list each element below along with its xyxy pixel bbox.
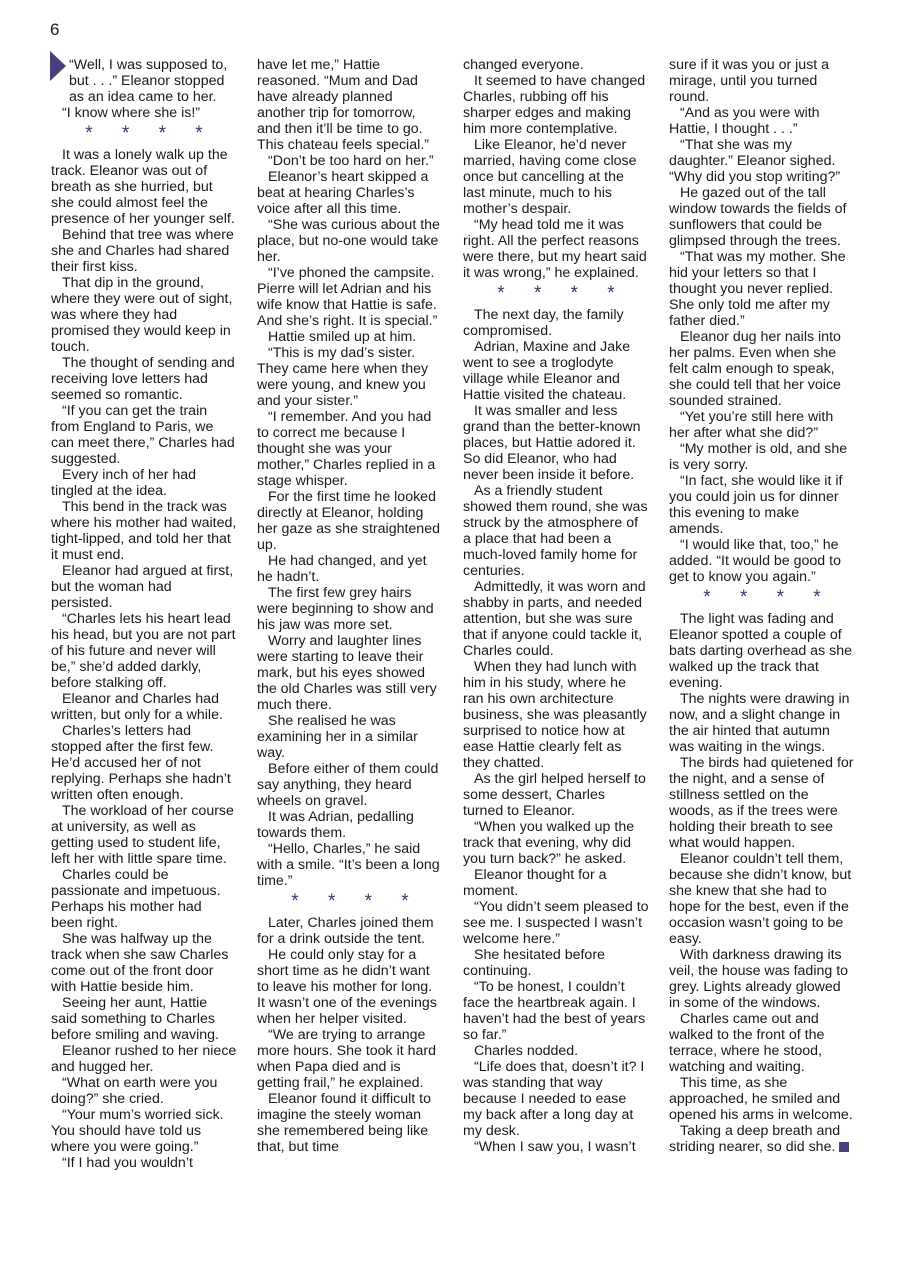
paragraph: Eleanor couldn’t tell them, because she didn’t know, but she knew that she had to hope for the best, even if the occasion wasn’t going to be easy. [669,851,852,947]
paragraph: He gazed out of the tall window towards the fields of sunflowers that could be glimpsed through the trees. [669,185,847,249]
paragraph: When they had lunch with him in his study, where he ran his own architecture business, she was pleasantly surprised to notice how at ease Hattie clearly felt as they chatted. [463,659,647,771]
paragraph: The birds had quietened for the night, and a sense of stillness settled on the woods, as if the trees were holding their breath to see what would happen. [669,755,854,851]
paragraph: Later, Charles joined them for a drink outside the tent. [257,915,434,947]
paragraph: “Charles lets his heart lead his head, but you are not part of his future and never will be,” she’d added darkly, before stalking off. [51,611,236,691]
paragraph: “I know where she is!” [62,105,200,121]
paragraph: “You didn’t seem pleased to see me. I suspected I wasn’t welcome here.” [463,899,649,947]
end-of-story-square-icon [839,1142,849,1152]
paragraph: “This is my dad’s sister. They came here when they were young, and knew you and your sister.” [257,345,429,409]
paragraph: “What on earth were you doing?” she cried. [51,1075,218,1107]
paragraph: She hesitated before continuing. [463,947,605,979]
paragraph: “Well, I was supposed to, but . . .” Eleanor stopped as an idea came to her. [69,57,228,105]
paragraph: She was halfway up the track when she saw Charles come out of the front door with Hattie beside him. [51,931,229,995]
paragraph: As the girl helped herself to some dessert, Charles turned to Eleanor. [463,771,646,819]
text-column-3 [463,57,649,1155]
paragraph: Eleanor found it difficult to imagine the steely woman she remembered being like that, but time [257,1091,431,1155]
paragraph: As a friendly student showed them round, she was struck by the atmosphere of a place that had been a much-loved family home for centuries. [463,483,648,579]
paragraph: Charles could be passionate and impetuous. Perhaps his mother had been right. [51,867,221,931]
paragraph: “And as you were with Hattie, I thought . . .” [669,105,820,137]
paragraph: “Hello, Charles,” he said with a smile. “It’s been a long time.” [257,841,440,889]
paragraph: “I remember. And you had to correct me because I thought she was your mother,” Charles replied in a stage whisper. [257,409,436,489]
paragraph: She realised he was examining her in a similar way. [257,713,418,761]
paragraph: Charles’s letters had stopped after the first few. He’d accused her of not replying. Perhaps she hadn’t written often enough. [51,723,231,803]
paragraph: He could only stay for a short time as he didn’t want to leave his mother for long. It wasn’t one of the evenings when her helper visited. [257,947,437,1027]
page-number: 6 [50,20,60,39]
paragraph: Eleanor rushed to her niece and hugged her. [51,1043,237,1075]
paragraph: “Don’t be too hard on her.” [268,153,434,169]
paragraph: The first few grey hairs were beginning to show and his jaw was more set. [257,585,434,633]
paragraph: Charles nodded. [474,1043,579,1059]
text-column-4 [669,57,855,1155]
paragraph: “To be honest, I couldn’t face the heartbreak again. I haven’t had the best of years so far.” [463,979,646,1043]
section-separator: * * * * [291,891,421,912]
paragraph: Admittedly, it was worn and shabby in parts, and needed attention, but she was sure that if anyone could tackle it, Charles could. [463,579,646,659]
paragraph: Seeing her aunt, Hattie said something to Charles before smiling and waving. [51,995,219,1043]
paragraph: have let me,” Hattie reasoned. “Mum and Dad have already planned another trip for tomorrow, and then it’ll be time to go. This chateau feels special.” [257,57,429,153]
paragraph: For the first time he looked directly at Eleanor, holding her gaze as she straightened up. [257,489,440,553]
section-separator: * * * * [497,283,627,304]
paragraph: Eleanor had argued at first, but the woman had persisted. [51,563,234,611]
paragraph: Eleanor and Charles had written, but only for a while. [51,691,223,723]
paragraph: “Life does that, doesn’t it? I was standing that way because I needed to ease my back after a long day at my desk. [463,1059,645,1139]
paragraph: “Your mum’s worried sick. You should have told us where you were going.” [51,1107,224,1155]
paragraph: It seemed to have changed Charles, rubbing off his sharper edges and making him more contemplative. [463,73,646,137]
paragraph: Charles came out and walked to the front of the terrace, where he stood, watching and waiting. [669,1011,825,1075]
paragraph: “That she was my daughter.” Eleanor sighed. “Why did you stop writing?” [669,137,841,185]
paragraph: sure if it was you or just a mirage, until you turned round. [669,57,830,105]
paragraph: It was Adrian, pedalling towards them. [257,809,414,841]
paragraph: The nights were drawing in now, and a slight change in the air hinted that autumn was waiting in the wings. [669,691,850,755]
paragraph: Eleanor dug her nails into her palms. Even when she felt calm enough to speak, she could tell that her voice sounded strained. [669,329,841,409]
text-column-1 [51,57,237,1171]
paragraph: Taking a deep breath and striding nearer, so did she. [669,1123,855,1155]
section-separator: * * * * [85,123,215,144]
paragraph: The light was fading and Eleanor spotted a couple of bats darting overhead as she walked up the track that evening. [669,611,852,691]
paragraph: With darkness drawing its veil, the house was fading to grey. Lights already glowed in some of the windows. [669,947,849,1011]
paragraph: Eleanor’s heart skipped a beat at hearing Charles’s voice after all this time. [257,169,429,217]
paragraph: The next day, the family compromised. [463,307,624,339]
paragraph: “We are trying to arrange more hours. She took it hard when Papa died and is getting frail,” he explained. [257,1027,437,1091]
paragraph: He had changed, and yet he hadn’t. [257,553,427,585]
paragraph: Behind that tree was where she and Charles had shared their first kiss. [51,227,234,275]
paragraph: Eleanor thought for a moment. [463,867,607,899]
paragraph: That dip in the ground, where they were out of sight, was where they had promised they would keep in touch. [51,275,233,355]
paragraph: “In fact, she would like it if you could join us for dinner this evening to make amends. [669,473,843,537]
paragraph: Like Eleanor, he’d never married, having come close once but cancelling at the last minute, much to his mother’s despair. [463,137,637,217]
paragraph: This bend in the track was where his mother had waited, tight-lipped, and told her that it must end. [51,499,237,563]
paragraph: The workload of her course at university, as well as getting used to student life, left her with little spare time. [51,803,234,867]
paragraph: “When you walked up the track that evening, why did you turn back?” he asked. [463,819,635,867]
paragraph: “My head told me it was right. All the perfect reasons were there, but my heart said it was wrong,” he explained. [463,217,647,281]
text-column-2 [257,57,443,1155]
paragraph: “I would like that, too,” he added. “It would be good to get to know you again.” [669,537,841,585]
section-separator: * * * * [703,587,833,608]
paragraph: “She was curious about the place, but no-one would take her. [257,217,440,265]
paragraph: Every inch of her had tingled at the idea. [51,467,197,499]
paragraph: “When I saw you, I wasn’t [474,1139,636,1155]
paragraph: “I’ve phoned the campsite. Pierre will let Adrian and his wife know that Hattie is safe. And she’s right. It is special.” [257,265,438,329]
paragraph: It was a lonely walk up the track. Eleanor was out of breath as she hurried, but she could almost feel the presence of her younger self. [51,147,235,227]
paragraph: “Yet you’re still here with her after what she did?” [669,409,834,441]
paragraph: Before either of them could say anything, they heard wheels on gravel. [257,761,439,809]
paragraph: Adrian, Maxine and Jake went to see a troglodyte village while Eleanor and Hattie visited the chateau. [463,339,631,403]
paragraph: It was smaller and less grand than the better-known places, but Hattie adored it. So did Eleanor, who had never been inside it before. [463,403,641,483]
paragraph: “That was my mother. She hid your letters so that I thought you never replied. She only told me after my father died.” [669,249,846,329]
paragraph: “If I had you wouldn’t [62,1155,193,1171]
paragraph: This time, as she approached, he smiled and opened his arms in welcome. [669,1075,853,1123]
paragraph: “My mother is old, and she is very sorry. [669,441,848,473]
paragraph: Worry and laughter lines were starting to leave their mark, but his eyes showed the old Charles was still very much there. [257,633,437,713]
paragraph: The thought of sending and receiving love letters had seemed so romantic. [51,355,235,403]
paragraph: changed everyone. [463,57,584,73]
paragraph: “If you can get the train from England to Paris, we can meet there,” Charles had suggested. [51,403,235,467]
paragraph: Hattie smiled up at him. [268,329,417,345]
